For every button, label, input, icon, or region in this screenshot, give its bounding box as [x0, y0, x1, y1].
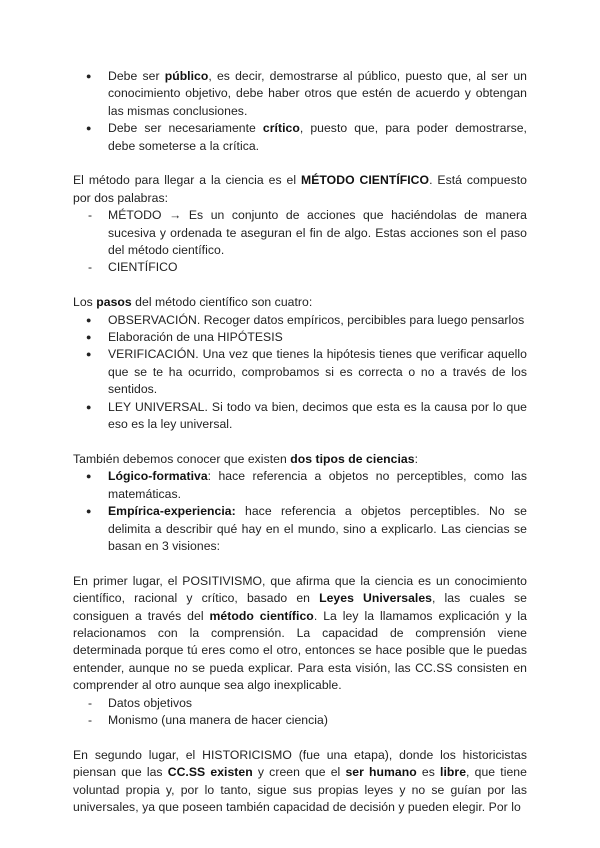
bullet-list-pasos: [73, 312, 527, 434]
metodo-intro-paragraph: El método para llegar a la ciencia es el MÉTODO CIENTÍFICO. Está compuesto por dos palabras:: [73, 173, 527, 205]
list-item: - Datos objetivos: [73, 695, 527, 712]
positivismo-paragraph: En primer lugar, el POSITIVISMO, que afirma que la ciencia es un conocimiento científico, racional y crítico, basado en Leyes Universales, las cuales se consiguen a través del método científico. La ley la llamamos explicación y la relacionamos con la comprensión. La capacidad de comprensión viene determinada porque tú eres como el otro, entonces se hace posible que le puedas entender, aunque no se pueda explicar. Para esta visión, las CC.SS consisten en comprender al otro aunque sea algo inexplicable.: [73, 573, 527, 693]
list-item: ● VERIFICACIÓN. Una vez que tienes la hipótesis tienes que verificar aquello que se te ha ocurrido, comprobamos si es correcta o no a través de los sentidos.: [73, 346, 527, 398]
list-item: ● Debe ser público, es decir, demostrarse al público, puesto que, al ser un conocimiento objetivo, debe haber otros que estén de acuerdo y obtengan las mismas conclusiones.: [73, 68, 527, 120]
pasos-intro-paragraph: Los pasos del método científico son cuatro:: [73, 295, 313, 310]
list-item: ● Lógico-formativa: hace referencia a objetos no perceptibles, como las matemáticas.: [73, 468, 527, 503]
bullet-list-tipos: [73, 468, 527, 555]
dash-list-metodo: [73, 207, 527, 277]
list-item: ● Empírica-experiencia: hace referencia a objetos perceptibles. No se delimita a describir qué hay en el mundo, sino a explicarlo. Las ciencias se basan en 3 visiones:: [73, 503, 527, 555]
dash-list-positivismo: [73, 695, 527, 730]
list-item: ● Debe ser necesariamente crítico, puesto que, para poder demostrarse, debe someterse a la crítica.: [73, 120, 527, 155]
list-item: - CIENTÍFICO: [73, 259, 527, 276]
list-item: ● LEY UNIVERSAL. Si todo va bien, decimos que esta es la causa por lo que eso es la ley universal.: [73, 399, 527, 434]
historicismo-paragraph: En segundo lugar, el HISTORICISMO (fue una etapa), donde los historicistas piensan que las CC.SS existen y creen que el ser humano es libre, que tiene voluntad propia y, por lo tanto, sigue sus propias leyes y no se guían por las universales, ya que poseen también capacidad de decisión y pueden elegir. Por lo: [73, 747, 527, 814]
list-item: - Monismo (una manera de hacer ciencia): [73, 712, 527, 729]
tipos-intro-paragraph: También debemos conocer que existen dos tipos de ciencias:: [73, 451, 419, 466]
document-body: [73, 68, 527, 816]
list-item: - MÉTODO → Es un conjunto de acciones que haciéndolas de manera sucesiva y ordenada te aseguran el fin de algo. Estas acciones son el paso del método científico.: [73, 207, 527, 259]
list-item: ● Elaboración de una HIPÓTESIS: [73, 329, 527, 346]
bullet-list-top: [73, 68, 527, 155]
list-item: ● OBSERVACIÓN. Recoger datos empíricos, percibibles para luego pensarlos: [73, 312, 527, 329]
